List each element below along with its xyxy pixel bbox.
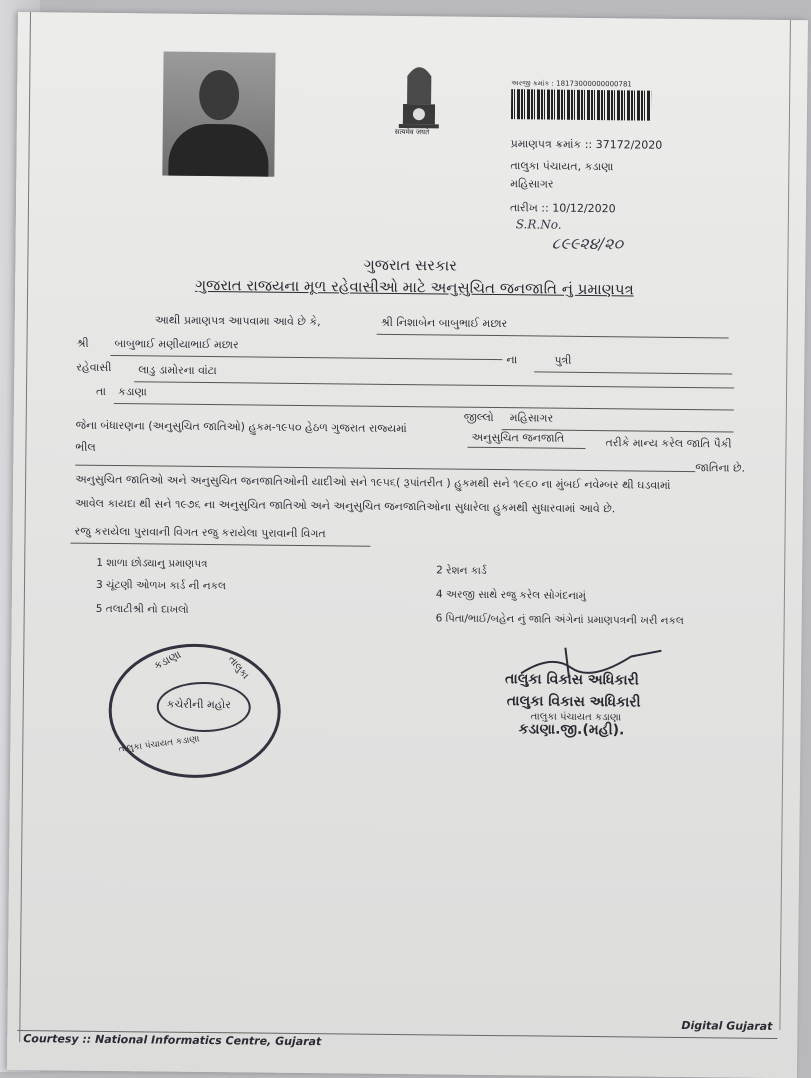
village-line <box>134 381 734 388</box>
photo-body <box>168 124 269 177</box>
government-title: ગુજરાત સરકાર <box>363 255 458 275</box>
document-item-3: 3 ચૂંટણી ઓળખ કાર્ડ ની નકલ <box>95 578 227 593</box>
barcode <box>511 89 651 120</box>
seal-text-bottom: તાલુકા પંચાયત કડાણા <box>118 734 201 755</box>
photo-head <box>199 70 240 120</box>
certificate-page <box>7 12 808 1078</box>
footer-courtesy: Courtesy :: National Informatics Centre, Gujarat <box>23 1032 322 1049</box>
certificate-number: પ્રમાણપત્ર ક્રમાંક :: 37172/2020 <box>510 137 663 152</box>
district-name: મહિસાગર <box>509 411 554 425</box>
signatory-title-1: તાલુકા વિકાસ અધિકારી <box>504 671 639 689</box>
caste-line <box>75 465 695 472</box>
certificate-title: ગુજરાત રાજયના મૂળ રહેવાસીઓ માટે અનુસુચિત જનજાતિ નું પ્રમાણપત્ર <box>195 275 634 299</box>
caste-suffix: જાતિના છે. <box>695 461 746 475</box>
village-name: લાડુ ડામોરના વાંટા <box>138 363 217 378</box>
holder-photo <box>162 52 275 177</box>
documents-heading: રજુ કરાયેલા પુરાવાની વિગત રજુ કરાયેલા પુરાવાની વિગત <box>74 524 326 541</box>
application-number: અરજી ક્રમાંક : 18173000000000781 <box>511 79 632 89</box>
district-label: જીલ્લો <box>463 410 494 425</box>
seal-text-top: કડાણા <box>151 647 184 673</box>
resident-label: રહેવાસી <box>76 360 112 374</box>
office-line-2: મહિસાગર <box>510 177 554 191</box>
documents-heading-line <box>70 543 370 547</box>
holder-name: શ્રી નિશાબેન બાબુભાઈ મછાર <box>380 315 508 331</box>
document-item-1: 1 શાળા છોડ્યાનુ પ્રમાણપત્ર <box>96 556 208 571</box>
document-item-4: 4 અરજી સાથે રજુ કરેલ સોગંદનામું <box>435 588 587 602</box>
relation-line <box>534 371 732 374</box>
shri-label: શ્રી <box>76 336 89 350</box>
relation: પુત્રી <box>554 353 572 367</box>
taluka-line <box>114 403 734 410</box>
signatory-place: કડાણા.જી.(મહી). <box>518 721 625 739</box>
handwritten-sr-label: S.R.No. <box>515 217 562 232</box>
footer-brand: Digital Gujarat <box>681 1019 773 1033</box>
seal-text-center: કચેરીની મહોર <box>166 697 232 712</box>
father-name: બાબુભાઈ મણીયાભાઈ મછાર <box>114 337 239 352</box>
recognized-text: તરીકે માન્ય કરેલ જાતિ પૈકી <box>605 436 732 451</box>
category-line <box>467 447 585 449</box>
taluka-label: તા <box>95 384 107 398</box>
handwritten-sr-number: ૮૯૯૨૪/૨૦ <box>551 233 624 254</box>
document-item-2: 2 રેશન કાર્ડ <box>436 564 487 577</box>
category: અનુસુચિત જનજાતિ <box>471 430 565 445</box>
emblem-caption: सत्यमेव जयते <box>394 127 430 137</box>
seal-text-right: તાલુકા <box>225 654 251 682</box>
document-item-5: 5 તલાટીશ્રી નો દાખલો <box>95 602 189 616</box>
taluka-name: કડાણા <box>117 385 147 399</box>
signatory-title-2: તાલુકા વિકાસ અધિકારી <box>506 693 641 711</box>
certificate-date: તારીખ :: 10/12/2020 <box>509 201 616 216</box>
signatory-office: તાલુકા પંચાયત કડાણા <box>530 711 622 724</box>
caste-name: ભીલ <box>75 440 96 454</box>
holder-name-line <box>377 334 729 339</box>
legal-paragraph-line-2: આવેલ કાયદા થી સને ૧૯૭૬ ના અનુસુચિત જાતિઓ અને અનુસુચિત જનજાતિઓના સુધારેલા હુકમથી સુધારવામાં આવે છે. <box>74 496 616 516</box>
na-label: ના <box>506 353 518 367</box>
constitution-text: જેના બંધારણના (અનુસુચિત જાતિઓ) હુકમ-૧૯૫૦ હેઠળ ગુજરાત રાજ્યમાં <box>75 418 407 436</box>
page-border-left <box>19 12 31 1042</box>
page-border-right <box>779 20 791 1030</box>
document-item-6: 6 પિતા/ભાઈ/બહેન નું જાતિ અંગેનાં પ્રમાણપત્રની ખરી નકલ <box>435 612 684 628</box>
office-line-1: તાલુકા પંચાયત, કડાણા <box>510 159 614 174</box>
legal-paragraph-line-1: અનુસુચિત જાતિઓ અને અનુસુચિત જનજાતિઓની યાદીઓ સને ૧૯૫૬( રૂપાંતરીત ) હુકમથી સને ૧૯૬૦ ના મુંબઈ નવેમ્બર થી ઘડવામાં <box>75 472 671 492</box>
father-name-line <box>110 355 502 360</box>
intro-text: આથી પ્રમાણપત્ર આપવામા આવે છે કે, <box>154 313 321 329</box>
